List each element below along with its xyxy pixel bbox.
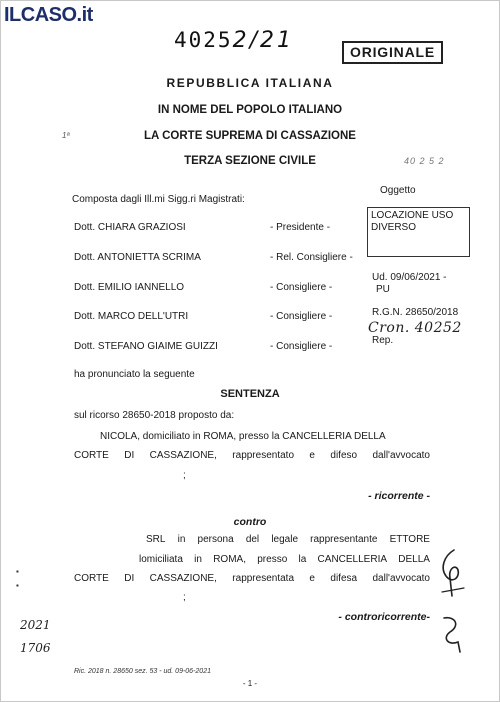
word: CORTE: [74, 450, 109, 461]
word: dall'avvocato: [372, 573, 430, 584]
judge-name-2: Dott. ANTONIETTA SCRIMA: [74, 252, 201, 263]
word: rappresentato: [232, 450, 295, 461]
controricorrente-line-4: ;: [183, 592, 186, 603]
word: legale: [271, 534, 299, 545]
controricorrente-line-1: [146, 534, 430, 545]
page-number: - 1 -: [242, 679, 258, 688]
originale-stamp: ORIGINALE: [342, 41, 443, 64]
handwritten-number-top: 40 2 5 2: [404, 156, 445, 166]
judge-role-3: - Consigliere -: [270, 282, 333, 293]
registry-number-handwritten: 2/21: [232, 28, 294, 53]
title-people: IN NOME DEL POPOLO ITALIANO: [157, 104, 343, 116]
composition-intro: Composta dagli Ill.mi Sigg.ri Magistrati:: [72, 194, 245, 205]
margin-ticks: ▪ ▪: [16, 567, 19, 590]
judge-role-5: - Consigliere -: [270, 341, 333, 352]
word: difeso: [330, 450, 358, 461]
footer-reference: Ric. 2018 n. 28650 sez. 53 - ud. 09-06-2021: [74, 668, 211, 675]
ricorrente-line-3: ;: [183, 470, 186, 481]
margin-note-year: 2021: [20, 618, 51, 632]
judge-role-2: - Rel. Consigliere -: [270, 252, 353, 263]
judge-name-3: Dott. EMILIO IANNELLO: [74, 282, 185, 293]
word: la: [298, 554, 307, 565]
site-logo[interactable]: ILCASO.it: [4, 4, 93, 26]
word: CORTE: [74, 573, 109, 584]
word: in: [177, 534, 186, 545]
pronounced-line: ha pronunciato la seguente: [74, 369, 195, 380]
word: ROMA,: [213, 554, 246, 565]
word: DI: [124, 573, 135, 584]
word: ETTORE: [389, 534, 430, 545]
registry-number: [174, 28, 294, 53]
ricorrente-label: - ricorrente -: [368, 490, 430, 502]
judge-name-1: Dott. CHIARA GRAZIOSI: [74, 222, 186, 233]
word: DELLA: [398, 554, 430, 565]
title-republic: REPUBBLICA ITALIANA: [166, 76, 334, 90]
contro-heading: contro: [233, 516, 267, 528]
word: DI: [124, 450, 135, 461]
sentenza-heading: SENTENZA: [220, 388, 280, 400]
oggetto-label: Oggetto: [380, 185, 416, 196]
margin-small-mark: 1ª: [62, 131, 70, 140]
word: CASSAZIONE,: [149, 573, 217, 584]
ricorrente-line-2: [74, 450, 430, 461]
signature-upper: [436, 548, 470, 600]
word: in: [194, 554, 202, 565]
rep-label: Rep.: [372, 335, 394, 346]
hearing-type: PU: [376, 284, 390, 295]
judge-name-5: Dott. STEFANO GIAIME GUIZZI: [74, 341, 218, 352]
word: e: [309, 573, 315, 584]
title-section: TERZA SEZIONE CIVILE: [184, 155, 316, 167]
margin-note-number: 1706: [20, 641, 51, 655]
registry-number-printed: 4025: [174, 28, 233, 52]
word: rappresentata: [232, 573, 295, 584]
judge-role-1: - Presidente -: [270, 222, 331, 233]
title-court: LA CORTE SUPREMA DI CASSAZIONE: [144, 130, 356, 142]
word: CASSAZIONE,: [149, 450, 217, 461]
controricorrente-line-2: [139, 554, 430, 565]
word: CANCELLERIA: [317, 554, 388, 565]
ricorrente-line-1: [74, 431, 430, 442]
word: presso: [257, 554, 288, 565]
signature-lower: [436, 612, 466, 654]
ricorso-line: sul ricorso 28650-2018 proposto da:: [74, 410, 235, 421]
word: del: [245, 534, 260, 545]
word: lomiciliata: [139, 554, 183, 565]
word: SRL: [146, 534, 166, 545]
word: difesa: [330, 573, 358, 584]
judge-role-4: - Consigliere -: [270, 311, 333, 322]
word: e: [309, 450, 315, 461]
hearing-date: Ud. 09/06/2021 -: [372, 272, 447, 283]
controricorrente-label: - controricorrente-: [338, 611, 430, 623]
word: rappresentante: [310, 534, 378, 545]
judge-name-4: Dott. MARCO DELL'UTRI: [74, 311, 189, 322]
oggetto-box: LOCAZIONE USO DIVERSO: [367, 207, 470, 257]
cron-handwritten: Cron. 40252: [368, 320, 462, 336]
word: persona: [197, 534, 234, 545]
controricorrente-line-3: [74, 573, 430, 584]
general-register-number: R.G.N. 28650/2018: [372, 307, 459, 318]
ricorrente-line-1-text: NICOLA, domiciliato in ROMA, presso la CANCELLERIA DELLA: [100, 431, 386, 442]
word: dall'avvocato: [372, 450, 430, 461]
